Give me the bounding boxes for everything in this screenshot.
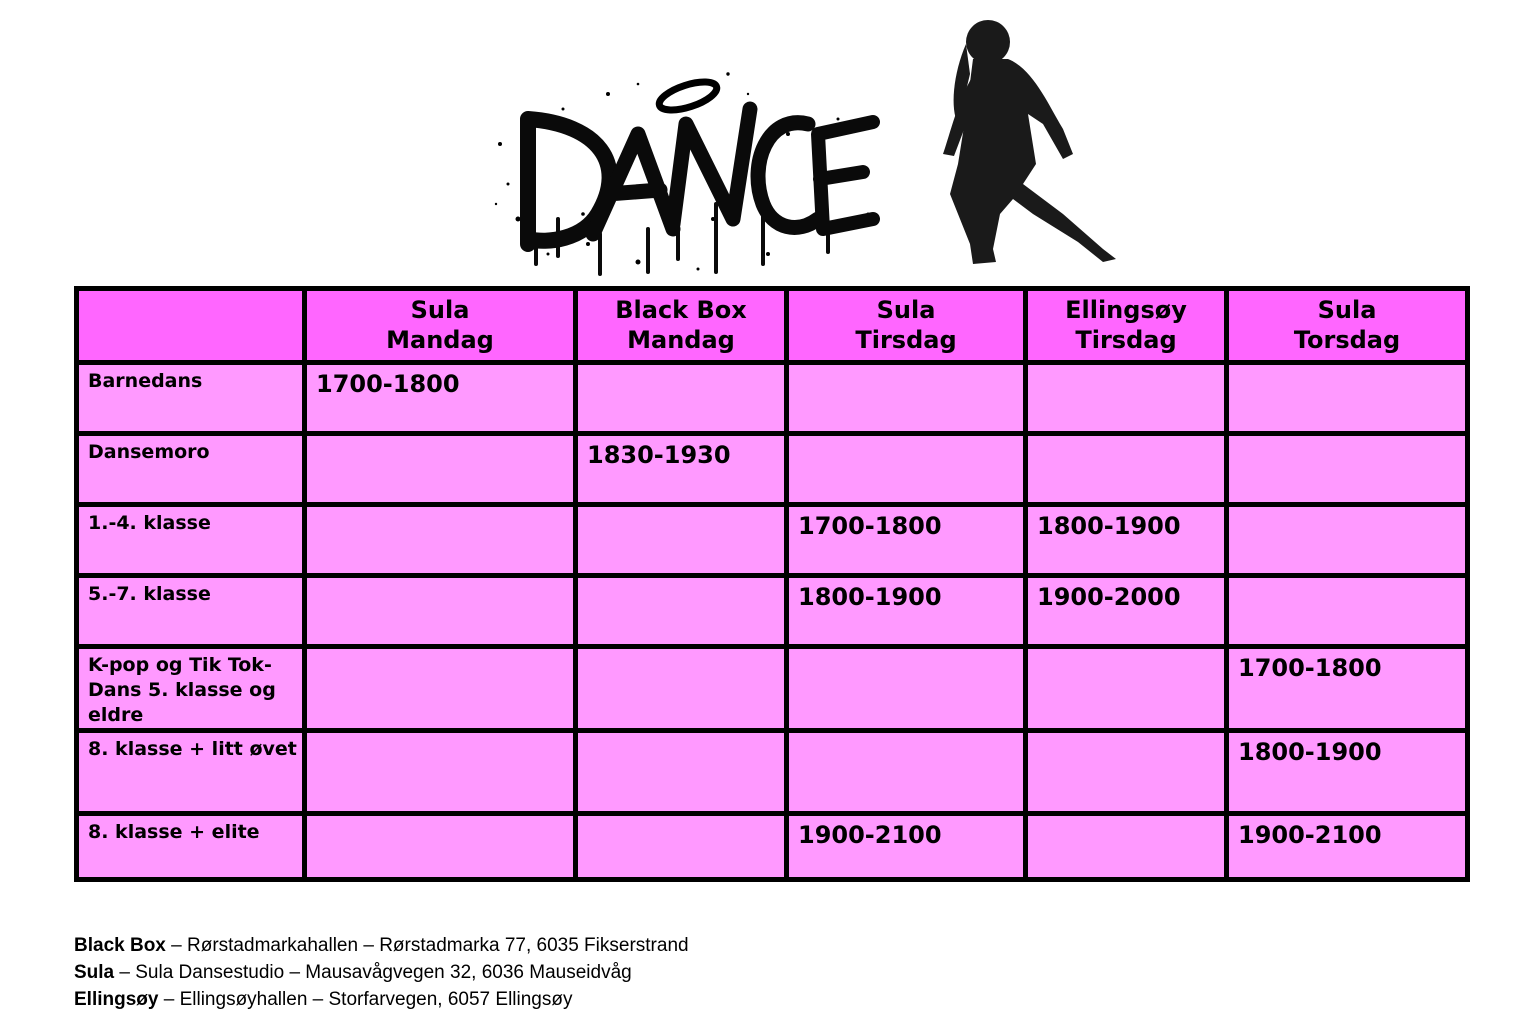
- row-label: Barnedans: [77, 363, 305, 434]
- time-cell: [576, 363, 787, 434]
- column-header: Black Box Mandag: [576, 289, 787, 363]
- time-cell: [1026, 363, 1227, 434]
- time-cell: [787, 434, 1026, 505]
- row-label: 8. klasse + elite: [77, 814, 305, 880]
- column-header: Sula Torsdag: [1227, 289, 1468, 363]
- time-cell: 1800-1900: [1227, 731, 1468, 814]
- location-details: – Ellingsøyhallen – Storfarvegen, 6057 Ellingsøy: [158, 989, 573, 1010]
- dancer-silhouette: [943, 20, 1116, 264]
- time-cell: [1026, 647, 1227, 731]
- time-cell: [305, 576, 576, 647]
- time-cell: 1900-2100: [1227, 814, 1468, 880]
- time-cell: 1800-1900: [1026, 505, 1227, 576]
- time-cell: [1026, 731, 1227, 814]
- column-header: Sula Tirsdag: [787, 289, 1026, 363]
- time-cell: [1227, 363, 1468, 434]
- time-cell: [305, 814, 576, 880]
- time-cell: [1227, 505, 1468, 576]
- time-cell: [787, 647, 1026, 731]
- time-cell: 1900-2000: [1026, 576, 1227, 647]
- dance-graffiti-logo: [488, 14, 1128, 276]
- table-row: [77, 505, 1468, 576]
- table-row: [77, 731, 1468, 814]
- table-row: [77, 576, 1468, 647]
- time-cell: [576, 814, 787, 880]
- row-label: Dansemoro: [77, 434, 305, 505]
- row-label: 1.-4. klasse: [77, 505, 305, 576]
- time-cell: [576, 576, 787, 647]
- time-cell: [787, 731, 1026, 814]
- location-details: – Sula Dansestudio – Mausavågvegen 32, 6036 Mauseidvåg: [114, 962, 632, 983]
- location-name: Black Box: [74, 935, 166, 956]
- time-cell: [305, 647, 576, 731]
- table-row: [77, 363, 1468, 434]
- time-cell: [305, 434, 576, 505]
- time-cell: [305, 731, 576, 814]
- column-header: Sula Mandag: [305, 289, 576, 363]
- time-cell: [305, 505, 576, 576]
- location-name: Ellingsøy: [74, 989, 159, 1010]
- time-cell: [1227, 434, 1468, 505]
- time-cell: 1700-1800: [305, 363, 576, 434]
- time-cell: [1026, 814, 1227, 880]
- time-cell: [576, 731, 787, 814]
- time-cell: [1227, 576, 1468, 647]
- location-name: Sula: [74, 962, 115, 983]
- row-label: 8. klasse + litt øvet: [77, 731, 305, 814]
- location-line: [74, 959, 689, 986]
- time-cell: [1026, 434, 1227, 505]
- header-row: [77, 289, 1468, 363]
- time-cell: 1700-1800: [1227, 647, 1468, 731]
- time-cell: [787, 363, 1026, 434]
- location-line: [74, 986, 689, 1013]
- schedule-table: [74, 286, 1470, 882]
- time-cell: [576, 647, 787, 731]
- column-header: Ellingsøy Tirsdag: [1026, 289, 1227, 363]
- location-legend: [74, 932, 689, 1013]
- table-row: [77, 434, 1468, 505]
- time-cell: 1800-1900: [787, 576, 1026, 647]
- location-line: [74, 932, 689, 959]
- time-cell: 1700-1800: [787, 505, 1026, 576]
- location-details: – Rørstadmarkahallen – Rørstadmarka 77, 6035 Fikserstrand: [165, 935, 689, 956]
- table-row: [77, 814, 1468, 880]
- row-label: 5.-7. klasse: [77, 576, 305, 647]
- time-cell: 1900-2100: [787, 814, 1026, 880]
- column-header-empty: [77, 289, 305, 363]
- time-cell: 1830-1930: [576, 434, 787, 505]
- table-row: [77, 647, 1468, 731]
- row-label: K-pop og Tik Tok-Dans 5. klasse og eldre: [77, 647, 305, 731]
- time-cell: [576, 505, 787, 576]
- header-art: [488, 14, 1128, 276]
